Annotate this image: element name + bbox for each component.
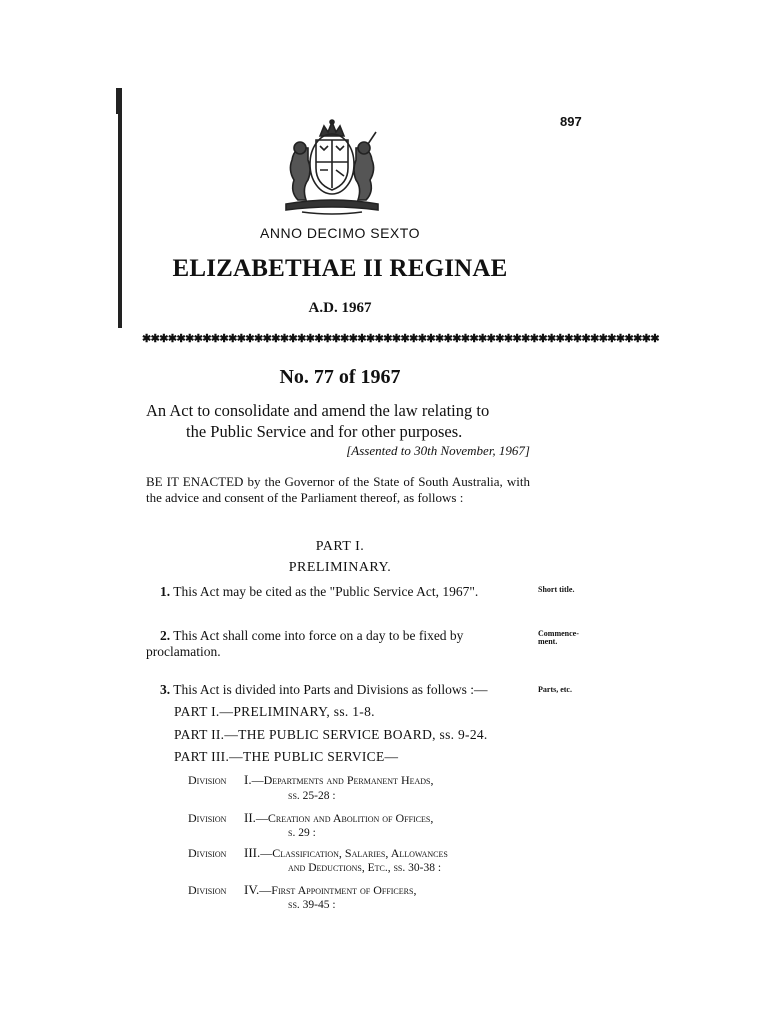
part-title: PRELIMINARY.	[288, 560, 392, 575]
section-text: proclamation.	[146, 644, 221, 659]
regnal-year: ANNO DECIMO SEXTO	[260, 225, 420, 241]
division-title: —First Appointment of Officers,	[259, 883, 417, 897]
section-number: 1.	[160, 584, 171, 599]
division-title: —Departments and Permanent Heads,	[251, 773, 434, 787]
division-sections: s. 29 :	[288, 827, 316, 839]
section-text: This Act is divided into Parts and Divisions as follows :—	[173, 682, 488, 697]
toc-division	[188, 845, 538, 862]
division-sections: and Deductions, Etc., ss. 30-38 :	[288, 862, 442, 874]
toc-division	[188, 772, 538, 789]
section-2	[146, 628, 530, 660]
toc-part: PART I.—PRELIMINARY, ss. 1-8.	[174, 704, 375, 719]
section-text: This Act may be cited as the "Public Service Act, 1967".	[173, 584, 479, 599]
division-title: —Creation and Abolition of Offices,	[255, 811, 434, 825]
division-label: Division	[188, 846, 227, 860]
act-number: No. 77 of 1967	[279, 366, 401, 388]
long-title	[146, 400, 530, 442]
margin-rule-top	[116, 88, 118, 114]
division-number: II.	[244, 810, 256, 825]
toc-division	[188, 882, 538, 899]
section-number: 3.	[160, 682, 171, 697]
division-sections: ss. 39-45 :	[288, 899, 336, 911]
section-3	[146, 682, 530, 698]
section-1	[146, 584, 530, 600]
section-text: This Act shall come into force on a day to be fixed by	[173, 628, 464, 643]
section-number: 2.	[160, 628, 171, 643]
margin-note: Short title.	[538, 585, 575, 594]
margin-note: Parts, etc.	[538, 685, 572, 694]
long-title-line: the Public Service and for other purposes.	[186, 422, 463, 441]
margin-rule	[118, 88, 122, 328]
division-number: III.	[244, 845, 261, 860]
regnal-title: ELIZABETHAE II REGINAE	[172, 255, 508, 282]
royal-coat-of-arms-icon	[272, 118, 392, 218]
division-label: Division	[188, 883, 227, 897]
part-heading: PART I.	[315, 539, 365, 554]
toc-part: PART III.—THE PUBLIC SERVICE—	[174, 749, 399, 764]
division-title: —Classification, Salaries, Allowances	[260, 846, 448, 860]
margin-note: Commence-ment.	[538, 629, 579, 646]
asterisk-divider: ✱✱✱✱✱✱✱✱✱✱✱✱✱✱✱✱✱✱✱✱✱✱✱✱✱✱✱✱✱✱✱✱✱✱✱✱✱✱✱✱✱✱✱✱✱✱✱✱✱✱✱✱✱✱✱✱✱✱✱✱	[142, 333, 660, 345]
long-title-line: An Act to consolidate and amend the law relating to	[146, 401, 490, 420]
division-sections: ss. 25-28 :	[288, 790, 336, 802]
division-number: IV.	[244, 882, 260, 897]
toc-division	[188, 810, 538, 827]
division-number: I.	[244, 772, 252, 787]
assent-date: [Assented to 30th November, 1967]	[346, 443, 530, 458]
enacting-formula: BE IT ENACTED by the Governor of the State of South Australia, with the advice and consent of the Parliament thereof, as follows :	[146, 474, 530, 505]
division-label: Division	[188, 811, 227, 825]
year-heading: A.D. 1967	[308, 300, 372, 316]
page-number: 897	[560, 114, 582, 129]
division-label: Division	[188, 773, 227, 787]
toc-part: PART II.—THE PUBLIC SERVICE BOARD, ss. 9-24.	[174, 727, 488, 742]
